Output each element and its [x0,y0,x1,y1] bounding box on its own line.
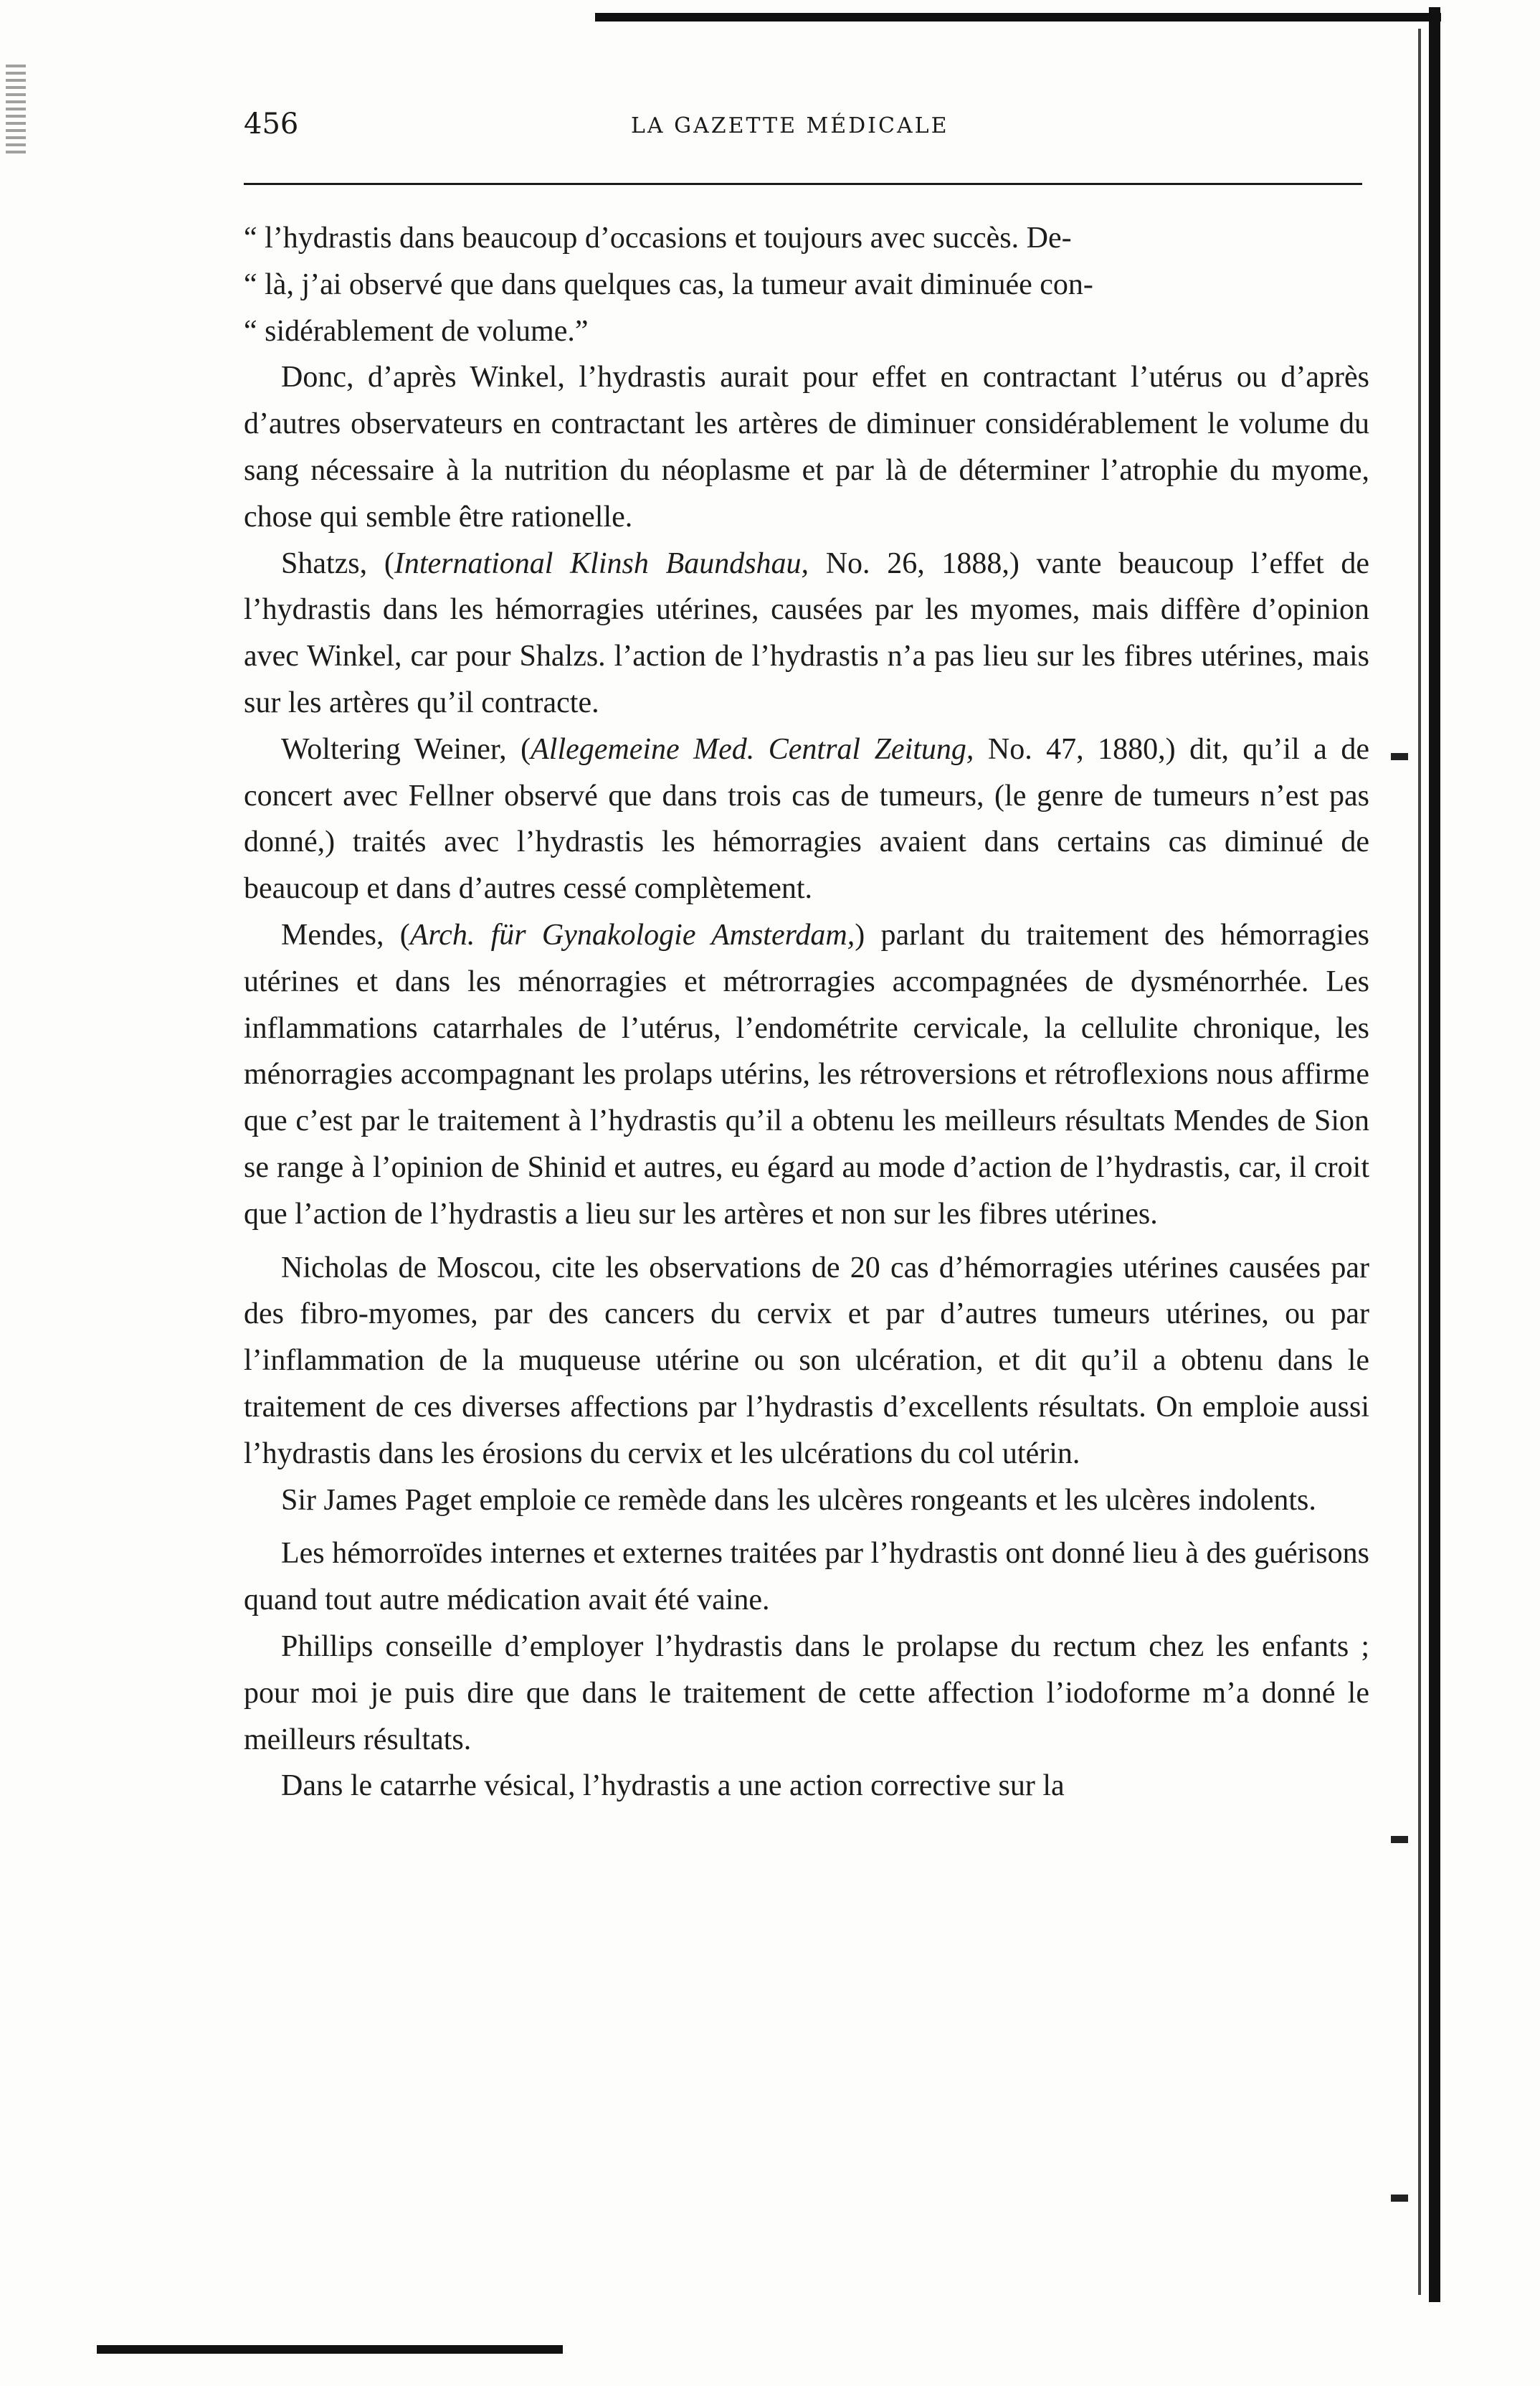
running-head: LA GAZETTE MÉDICALE [631,113,949,138]
scan-edge-line [1418,29,1421,2295]
paragraph-shatzs [244,541,1369,726]
paragraph-text: No. 47, 1880,) dit, qu’il a de concert avec Fellner observé que dans trois cas de tumeurs, (le genre de tumeurs n’est pas donné,) traités avec l’hydrastis les hémorragies avaient dans certains cas diminué de beaucoup et dans d’autres cessé complètement. [244,732,1369,906]
page-header [244,108,1377,158]
paragraph-catarrhe: Dans le catarrhe vésical, l’hydrastis a une action corrective sur la [281,1769,1065,1803]
article-body [244,215,1369,1809]
paragraph-weiner [244,726,1369,912]
scan-mark [1391,1836,1408,1843]
header-rule [244,183,1362,185]
scan-mark [1391,2195,1408,2202]
paragraph-hemorroides: Les hémorroïdes internes et externes traitées par l’hydrastis ont donné lieu à des guérisons quand tout autre médication avait été vaine. [244,1537,1369,1617]
paragraph-nicholas: Nicholas de Moscou, cite les observations de 20 cas d’hémorragies utérines causées par des fibro-myomes, par des cancers du cervix et par d’autres tumeurs utérines, ou par l’inflammation de la muqueuse utérine ou son ulcération, et dit qu’il a obtenu dans le traitement de ces diverses affections par l’hydrastis d’excellents résultats. On emploie aussi l’hydrastis dans les érosions du cervix et les ulcérations du col utérin. [244,1251,1369,1470]
scan-smudge [6,65,26,158]
scan-mark [1391,753,1408,760]
quote-line: “ là, j’ai observé que dans quelques cas, la tumeur avait diminuée con- [244,268,1093,301]
paragraph-winkel: Donc, d’après Winkel, l’hydrastis aurait pour effet en contractant l’utérus ou d’après d’autres observateurs en contractant les artères de diminuer considérablement le volume du sang nécessaire à la nutrition du néoplasme et par là de déterminer l’atrophie du myome, chose qui semble être rationelle. [244,361,1369,534]
paragraph-text: Shatzs, ( [281,546,394,580]
paragraph-phillips: Phillips conseille d’employer l’hydrastis dans le prolapse du rectum chez les enfants ; pour moi je puis dire que dans le traitement de cette affection l’iodoforme m’a donné le meilleurs résultats. [244,1629,1369,1756]
paragraph-text: Woltering Weiner, ( [281,732,531,766]
citation: Allegemeine Med. Central Zeitung, [531,732,974,766]
paragraph-text: Mendes, ( [281,918,410,952]
citation: International Klinsh Baundshau, [394,546,809,580]
scan-top-border [595,13,1441,22]
paragraph-text: ) parlant du traitement des hémorragies utérines et dans les ménorragies et métrorragies accompagnées de dysménorrhée. Les inflammations catarrhales de l’utérus, l’endométrite cervicale, la cellulite chronique, les ménorragies accompagnant les prolaps utérins, les rétroversions et rétroflexions nous affirme que c’est par le traitement à l’hydrastis qu’il a obtenu les meilleurs résultats Mendes de Sion se range à l’opinion de Shinid et autres, eu égard au mode d’action de l’hydrastis, car, il croit que l’action de l’hydrastis a lieu sur les artères et non sur les fibres utérines. [244,918,1369,1231]
quote-line: “ l’hydrastis dans beaucoup d’occasions et toujours avec succès. De- [244,222,1072,255]
page-number: 456 [244,108,299,141]
paragraph-text: No. 26, 1888,) vante beaucoup l’effet de l’hydrastis dans les hémorragies utérines, causées par les myomes, mais diffère d’opinion avec Winkel, car pour Shalzs. l’action de l’hydrastis n’a pas lieu sur les fibres utérines, mais sur les artères qu’il contracte. [244,546,1369,719]
paragraph-mendes [244,912,1369,1238]
scan-edge-shadow [1429,7,1440,2302]
quote-line: “ sidérablement de volume.” [244,314,589,348]
paragraph-paget: Sir James Paget emploie ce remède dans les ulcères rongeants et les ulcères indolents. [281,1483,1316,1517]
citation: Arch. für Gynakologie Amsterdam, [409,918,855,952]
scan-bottom-border [97,2345,563,2354]
